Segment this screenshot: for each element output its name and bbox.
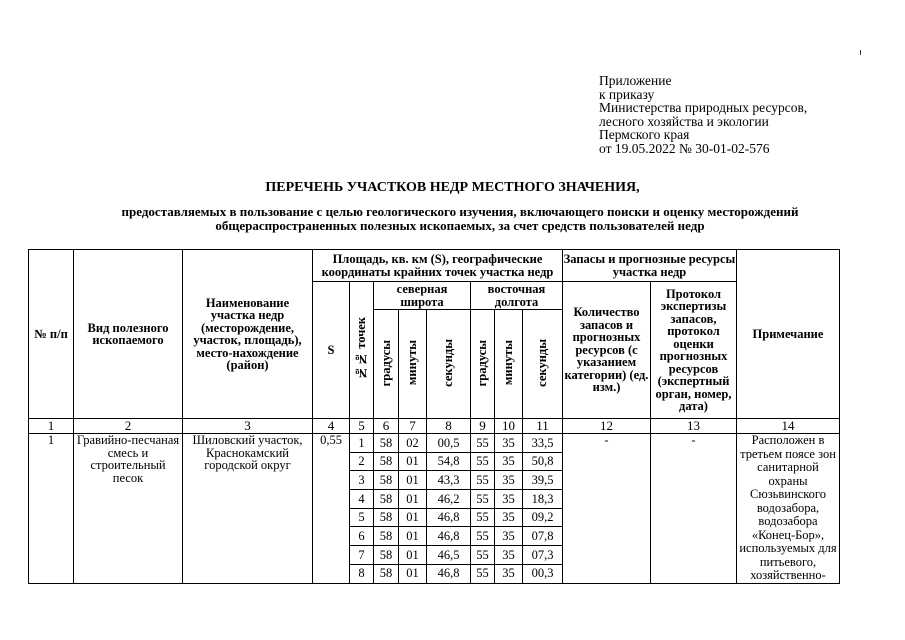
east-degrees: 55 bbox=[471, 564, 495, 583]
header-east-sec: секунды bbox=[535, 338, 550, 387]
north-minutes: 01 bbox=[399, 508, 427, 527]
header-reserves: Запасы и прогнозные ресурсы участка недр bbox=[563, 250, 737, 282]
header-east-min-cell bbox=[495, 310, 523, 419]
north-seconds: 46,8 bbox=[427, 508, 471, 527]
approval-line: к приказу bbox=[599, 86, 655, 102]
north-seconds: 46,2 bbox=[427, 490, 471, 509]
point-number: 3 bbox=[350, 471, 374, 490]
east-degrees: 55 bbox=[471, 490, 495, 509]
header-east-deg-cell bbox=[471, 310, 495, 419]
north-degrees: 58 bbox=[374, 452, 399, 471]
north-minutes: 01 bbox=[399, 564, 427, 583]
scan-mark bbox=[860, 50, 861, 55]
east-degrees: 55 bbox=[471, 434, 495, 453]
east-degrees: 55 bbox=[471, 546, 495, 565]
column-number: 8 bbox=[427, 419, 471, 434]
north-seconds: 46,5 bbox=[427, 546, 471, 565]
header-points-cell bbox=[350, 282, 374, 419]
header-north-sec-cell bbox=[427, 310, 471, 419]
east-degrees: 55 bbox=[471, 508, 495, 527]
point-number: 8 bbox=[350, 564, 374, 583]
header-east-min: минуты bbox=[501, 340, 516, 386]
header-east-sec-cell bbox=[523, 310, 563, 419]
column-number: 4 bbox=[313, 419, 350, 434]
header-mineral: Вид полезного ископаемого bbox=[74, 250, 183, 419]
east-seconds: 09,2 bbox=[523, 508, 563, 527]
north-degrees: 58 bbox=[374, 508, 399, 527]
east-degrees: 55 bbox=[471, 527, 495, 546]
header-points: №№ точек bbox=[354, 317, 369, 381]
point-number: 2 bbox=[350, 452, 374, 471]
north-minutes: 02 bbox=[399, 434, 427, 453]
document-title: ПЕРЕЧЕНЬ УЧАСТКОВ НЕДР МЕСТНОГО ЗНАЧЕНИЯ, bbox=[265, 180, 640, 195]
header-name: Наименование участка недр (месторождение, участок, площадь), место-нахождение (район) bbox=[183, 250, 313, 419]
east-minutes: 35 bbox=[495, 490, 523, 509]
east-minutes: 35 bbox=[495, 452, 523, 471]
header-north-min: минуты bbox=[405, 340, 420, 386]
approval-block bbox=[599, 74, 807, 155]
east-seconds: 39,5 bbox=[523, 471, 563, 490]
east-seconds: 07,3 bbox=[523, 546, 563, 565]
north-degrees: 58 bbox=[374, 471, 399, 490]
north-degrees: 58 bbox=[374, 527, 399, 546]
east-minutes: 35 bbox=[495, 471, 523, 490]
row-s: 0,55 bbox=[313, 434, 350, 584]
column-number: 11 bbox=[523, 419, 563, 434]
approval-line: Пермского края bbox=[599, 127, 690, 142]
header-s: S bbox=[313, 282, 350, 419]
north-degrees: 58 bbox=[374, 546, 399, 565]
north-minutes: 01 bbox=[399, 527, 427, 546]
approval-line: Приложение bbox=[599, 73, 672, 88]
north-degrees: 58 bbox=[374, 434, 399, 453]
east-minutes: 35 bbox=[495, 546, 523, 565]
header-note: Примечание bbox=[737, 250, 840, 419]
north-minutes: 01 bbox=[399, 471, 427, 490]
row-note: Расположен в третьем поясе зон санитарной охраны Сюзьвинского водозабора, водозабора «Конец-Бор», используемых для питьевого, хозяйственно- bbox=[737, 434, 840, 584]
east-minutes: 35 bbox=[495, 508, 523, 527]
header-north: северная широта bbox=[374, 282, 471, 310]
north-degrees: 58 bbox=[374, 490, 399, 509]
approval-line: от 19.05.2022 № 30-01-02-576 bbox=[599, 140, 770, 156]
header-east-deg: градусы bbox=[475, 339, 490, 386]
point-number: 7 bbox=[350, 546, 374, 565]
east-minutes: 35 bbox=[495, 527, 523, 546]
north-minutes: 01 bbox=[399, 452, 427, 471]
row-mineral: Гравийно-песчаная смесь и строительный песок bbox=[74, 434, 183, 584]
header-east: восточная долгота bbox=[471, 282, 563, 310]
north-minutes: 01 bbox=[399, 490, 427, 509]
header-north-min-cell bbox=[399, 310, 427, 419]
header-north-deg: градусы bbox=[378, 339, 393, 386]
north-seconds: 00,5 bbox=[427, 434, 471, 453]
east-minutes: 35 bbox=[495, 564, 523, 583]
row-name: Шиловский участок, Краснокамский городской округ bbox=[183, 434, 313, 584]
header-np: № п/п bbox=[29, 250, 74, 419]
north-degrees: 58 bbox=[374, 564, 399, 583]
north-seconds: 43,3 bbox=[427, 471, 471, 490]
east-seconds: 07,8 bbox=[523, 527, 563, 546]
east-degrees: 55 bbox=[471, 452, 495, 471]
column-number: 3 bbox=[183, 419, 313, 434]
column-number: 13 bbox=[651, 419, 737, 434]
column-number: 1 bbox=[29, 419, 74, 434]
column-number: 5 bbox=[350, 419, 374, 434]
column-number: 9 bbox=[471, 419, 495, 434]
east-seconds: 18,3 bbox=[523, 490, 563, 509]
point-number: 1 bbox=[350, 434, 374, 453]
row-np: 1 bbox=[29, 434, 74, 584]
row-quantity: - bbox=[563, 434, 651, 584]
document-subtitle: предоставляемых в пользование с целью геологического изучения, включающего поиски и оценку месторождений общераспространенных полезных ископаемых, за счет средств пользователей недр bbox=[121, 204, 799, 233]
row-protocol: - bbox=[651, 434, 737, 584]
point-number: 4 bbox=[350, 490, 374, 509]
column-number: 6 bbox=[374, 419, 399, 434]
header-quantity: Количество запасов и прогнозных ресурсов (с указанием категории) (ед. изм.) bbox=[563, 282, 651, 419]
point-number: 6 bbox=[350, 527, 374, 546]
subsoil-table bbox=[28, 249, 840, 584]
header-area: Площадь, кв. км (S), географические координаты крайних точек участка недр bbox=[313, 250, 563, 282]
north-seconds: 46,8 bbox=[427, 527, 471, 546]
east-degrees: 55 bbox=[471, 471, 495, 490]
column-number: 12 bbox=[563, 419, 651, 434]
north-minutes: 01 bbox=[399, 546, 427, 565]
approval-line: Министерства природных ресурсов, bbox=[599, 100, 808, 115]
east-minutes: 35 bbox=[495, 434, 523, 453]
header-north-deg-cell bbox=[374, 310, 399, 419]
east-seconds: 50,8 bbox=[523, 452, 563, 471]
north-seconds: 46,8 bbox=[427, 564, 471, 583]
column-number: 14 bbox=[737, 419, 840, 434]
approval-line: лесного хозяйства и экологии bbox=[599, 113, 769, 129]
east-seconds: 33,5 bbox=[523, 434, 563, 453]
header-north-sec: секунды bbox=[441, 338, 456, 387]
header-protocol: Протокол экспертизы запасов, протокол оценки прогнозных ресурсов (экспертный орган, номер, дата) bbox=[651, 282, 737, 419]
north-seconds: 54,8 bbox=[427, 452, 471, 471]
point-number: 5 bbox=[350, 508, 374, 527]
column-number: 10 bbox=[495, 419, 523, 434]
east-seconds: 00,3 bbox=[523, 564, 563, 583]
column-number: 2 bbox=[74, 419, 183, 434]
column-number: 7 bbox=[399, 419, 427, 434]
